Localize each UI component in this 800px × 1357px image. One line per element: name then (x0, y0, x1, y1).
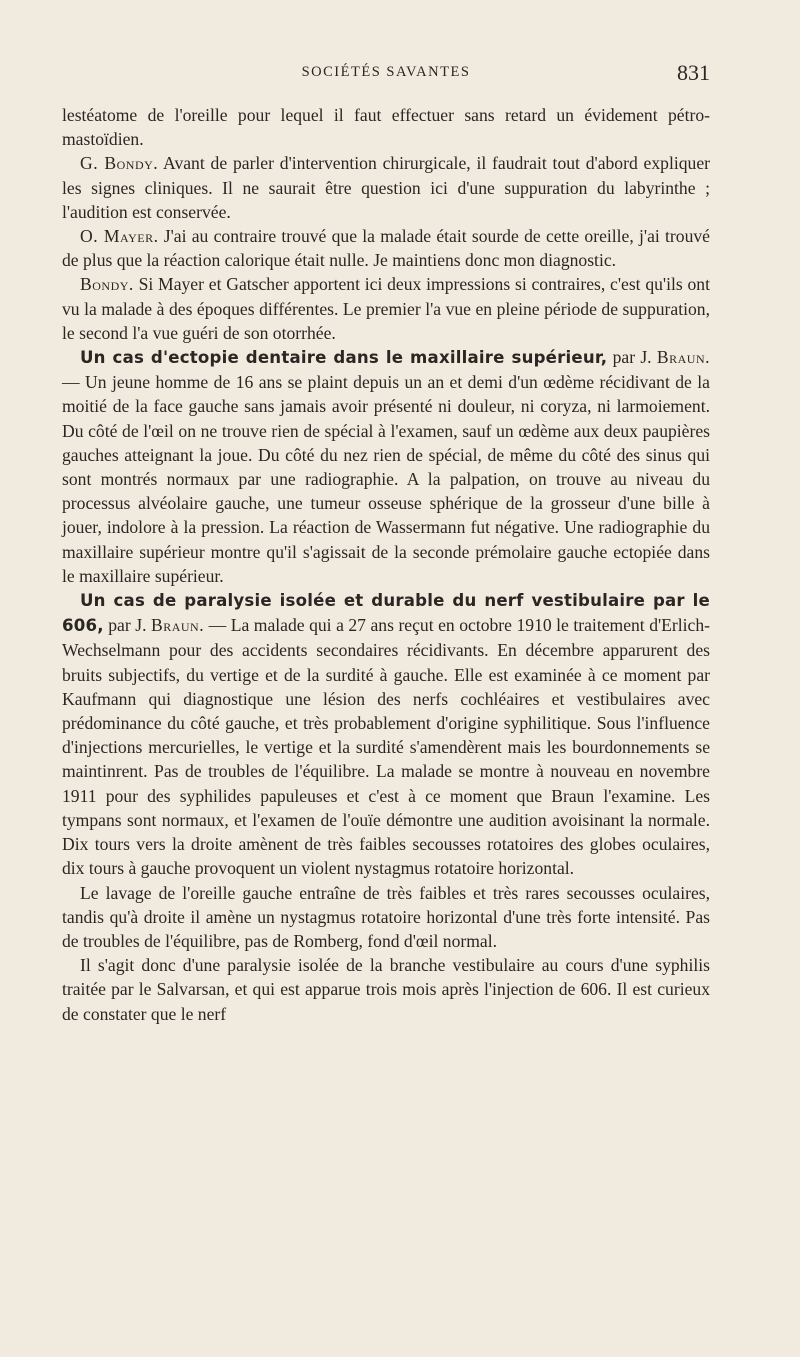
author-name: Braun. (656, 347, 711, 368)
paragraph-mayer (62, 224, 710, 272)
author-intro: par J. (103, 615, 151, 636)
paragraph-text: — La malade qui a 27 ans reçut en octobre 1910 le traitement d'Erlich-Wechselmann pour des accidents secondaires récidivants. En décembre apparurent des bruits subjectifs, du vertige et de la surdité à gauche. Elle est examinée à ce moment par Kaufmann qui diagnostique une lésion des nerfs cochléaires et vestibulaires avec prédominance du côté gauche, et très probablement d'origine syphilitique. Sous l'influence d'injections mercurielles, le vertige et la surdité s'amendèrent mais les bourdonnements se maintinrent. Pas de troubles de l'équilibre. La malade se montre à nouveau en novembre 1911 pour des syphilides papuleuses et c'est à ce moment que Braun l'examine. Les tympans sont normaux, et l'examen de l'ouïe démontre une audition avoisinant la normale. Dix tours vers la droite amènent de très faibles secousses rotatoires des globes oculaires, dix tours à gauche provoquent un violent nystagmus rotatoire horizontal. (62, 615, 711, 879)
paragraph-text: lestéatome de l'oreille pour lequel il faut effectuer sans retard un évidement pétro-mastoïdien. (62, 105, 710, 150)
paragraph-text: — Un jeune homme de 16 ans se plaint depuis un an et demi d'un œdème récidivant de la moitié de la face gauche sans jamais avoir présenté ni douleur, ni coryza, ni larmoiement. Du côté de l'œil on ne trouve rien de spécial à l'examen, sauf un œdème aux deux paupières gauches atteignant la joue. Du côté du nez rien de spécial, de même du côté des sinus qui sont montrés normaux par une radiographie. A la palpation, on trouve au niveau du processus alvéolaire gauche, une tumeur osseuse sphérique de la grosseur d'une bille à jouer, indolore à la pression. La réaction de Wassermann fut négative. Une radiographie du maxillaire supérieur montre qu'il s'agissait de la seconde prémolaire gauche ectopiée dans le maxillaire supérieur. (62, 372, 710, 586)
speaker-name: Bondy. (80, 274, 134, 295)
speaker-name: G. Bondy. (80, 153, 159, 174)
paragraph-bondy-1 (62, 151, 710, 224)
author-name: Braun. (150, 615, 205, 636)
running-title: SOCIÉTÉS SAVANTES (301, 64, 471, 80)
paragraph-text: Si Mayer et Gatscher apportent ici deux impressions si contraires, c'est qu'ils ont vu la malade à des époques différentes. Le premier l'a vue en pleine période de suppuration, le second l'a vue guéri de son otorrhée. (62, 274, 710, 343)
paragraph-lavage (62, 881, 710, 954)
body-text (62, 103, 710, 1026)
section-heading: Un cas de paralysie isolée et durable du nerf vestibulaire par le 606, (62, 591, 710, 636)
page-number: 831 (677, 60, 710, 85)
paragraph-conclusion (62, 953, 710, 1026)
paragraph-bondy-2 (62, 272, 710, 345)
paragraph-text: Le lavage de l'oreille gauche entraîne de très faibles et très rares secousses oculaires, tandis qu'à droite il amène un nystagmus rotatoire horizontal d'une très forte intensité. Pas de troubles de l'équilibre, pas de Romberg, fond d'œil normal. (62, 882, 710, 951)
paragraph-text: Il s'agit donc d'une paralysie isolée de la branche vestibulaire au cours d'une syphilis traitée par le Salvarsan, et qui est apparue trois mois après l'injection de 606. Il est curieux de constater que le nerf (62, 955, 710, 1024)
page-header (62, 62, 710, 90)
paragraph-continuation (62, 103, 710, 151)
paragraph-paralysie (62, 588, 710, 880)
author-intro: par J. (607, 347, 657, 368)
speaker-name: O. Mayer. (80, 226, 159, 247)
paragraph-text: Avant de parler d'intervention chirurgicale, il faudrait tout d'abord expliquer les signes cliniques. Il ne saurait être question ici d'une suppuration du labyrinthe ; l'audition est conservée. (62, 153, 710, 222)
section-heading: Un cas d'ectopie dentaire dans le maxillaire supérieur, (80, 348, 608, 368)
paragraph-text: J'ai au contraire trouvé que la malade était sourde de cette oreille, j'ai trouvé de plus que la réaction calorique était nulle. Je maintiens donc mon diagnostic. (62, 226, 710, 271)
paragraph-ectopie (62, 345, 710, 588)
